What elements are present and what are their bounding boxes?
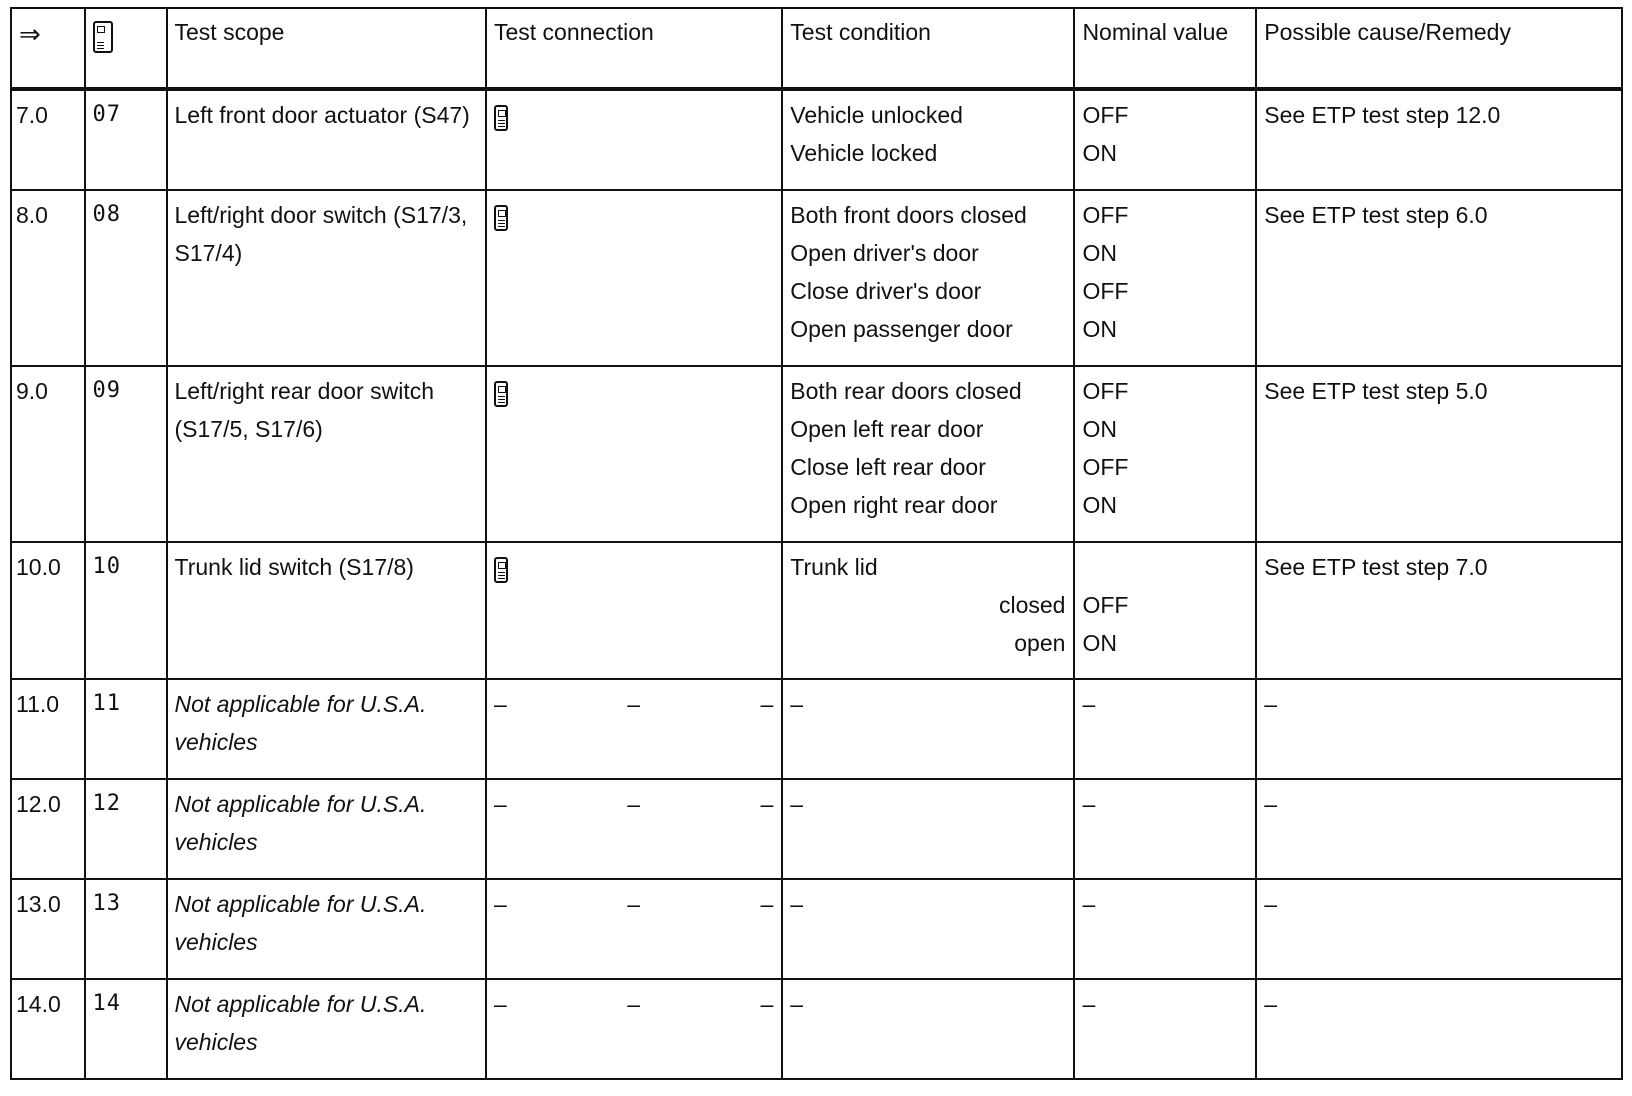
test-table [10,7,1623,1080]
remedy: – [1256,779,1622,879]
remedy: – [1256,679,1622,779]
test-connection [486,190,782,366]
test-condition: – [782,979,1074,1079]
header-test-condition: Test condition [782,8,1074,89]
test-connection [486,542,782,679]
step-number: 10.0 [11,542,85,679]
nominal-value: – [1074,679,1256,779]
nominal-value: – [1074,879,1256,979]
step-number: 11.0 [11,679,85,779]
table-row [11,190,1622,366]
tester-icon [494,105,508,131]
header-display [85,8,167,89]
display-code: 09 [85,366,167,542]
step-number: 13.0 [11,879,85,979]
table-row [11,979,1622,1079]
test-scope: Left front door actuator (S47) [167,89,486,190]
display-code: 11 [85,679,167,779]
test-connection: – – – [486,679,782,779]
table-row [11,779,1622,879]
display-code: 14 [85,979,167,1079]
nominal-value: OFF ON [1074,542,1256,679]
display-code: 08 [85,190,167,366]
test-condition: Both rear doors closed Open left rear door Close left rear door Open right rear door [782,366,1074,542]
tester-icon [494,205,508,231]
test-condition: Vehicle unlocked Vehicle locked [782,89,1074,190]
test-scope: Not applicable for U.S.A. vehicles [167,679,486,779]
nominal-value: OFF ON OFF ON [1074,366,1256,542]
test-condition: – [782,679,1074,779]
test-scope: Left/right rear door switch (S17/5, S17/6) [167,366,486,542]
step-number: 7.0 [11,89,85,190]
test-condition: – [782,879,1074,979]
nominal-value: OFF ON [1074,89,1256,190]
test-connection: – – – [486,879,782,979]
test-connection [486,366,782,542]
remedy: – [1256,979,1622,1079]
header-nominal-value: Nominal value [1074,8,1256,89]
test-scope: Not applicable for U.S.A. vehicles [167,979,486,1079]
remedy: See ETP test step 12.0 [1256,89,1622,190]
nominal-value: – [1074,979,1256,1079]
display-code: 13 [85,879,167,979]
header-remedy: Possible cause/Remedy [1256,8,1622,89]
test-scope: Trunk lid switch (S17/8) [167,542,486,679]
tester-icon [494,381,508,407]
table-header-row [11,8,1622,89]
remedy: See ETP test step 5.0 [1256,366,1622,542]
nominal-value: OFF ON OFF ON [1074,190,1256,366]
header-test-scope: Test scope [167,8,486,89]
test-connection: – – – [486,979,782,1079]
step-number: 12.0 [11,779,85,879]
table-row [11,679,1622,779]
remedy: See ETP test step 7.0 [1256,542,1622,679]
step-number: 8.0 [11,190,85,366]
display-code: 12 [85,779,167,879]
table-row [11,879,1622,979]
table-row [11,89,1622,190]
test-connection: – – – [486,779,782,879]
tester-icon [494,557,508,583]
remedy: See ETP test step 6.0 [1256,190,1622,366]
step-number: 9.0 [11,366,85,542]
test-condition: Both front doors closed Open driver's door Close driver's door Open passenger door [782,190,1074,366]
test-connection [486,89,782,190]
display-code: 07 [85,89,167,190]
display-code: 10 [85,542,167,679]
table-row [11,366,1622,542]
nominal-value: – [1074,779,1256,879]
remedy: – [1256,879,1622,979]
tester-display-icon [93,21,113,53]
header-arrow: ⇒ [11,8,85,89]
step-number: 14.0 [11,979,85,1079]
test-scope: Left/right door switch (S17/3, S17/4) [167,190,486,366]
test-condition: Trunk lid closed open [782,542,1074,679]
test-scope: Not applicable for U.S.A. vehicles [167,779,486,879]
test-condition: – [782,779,1074,879]
header-test-connection: Test connection [486,8,782,89]
table-row [11,542,1622,679]
test-scope: Not applicable for U.S.A. vehicles [167,879,486,979]
